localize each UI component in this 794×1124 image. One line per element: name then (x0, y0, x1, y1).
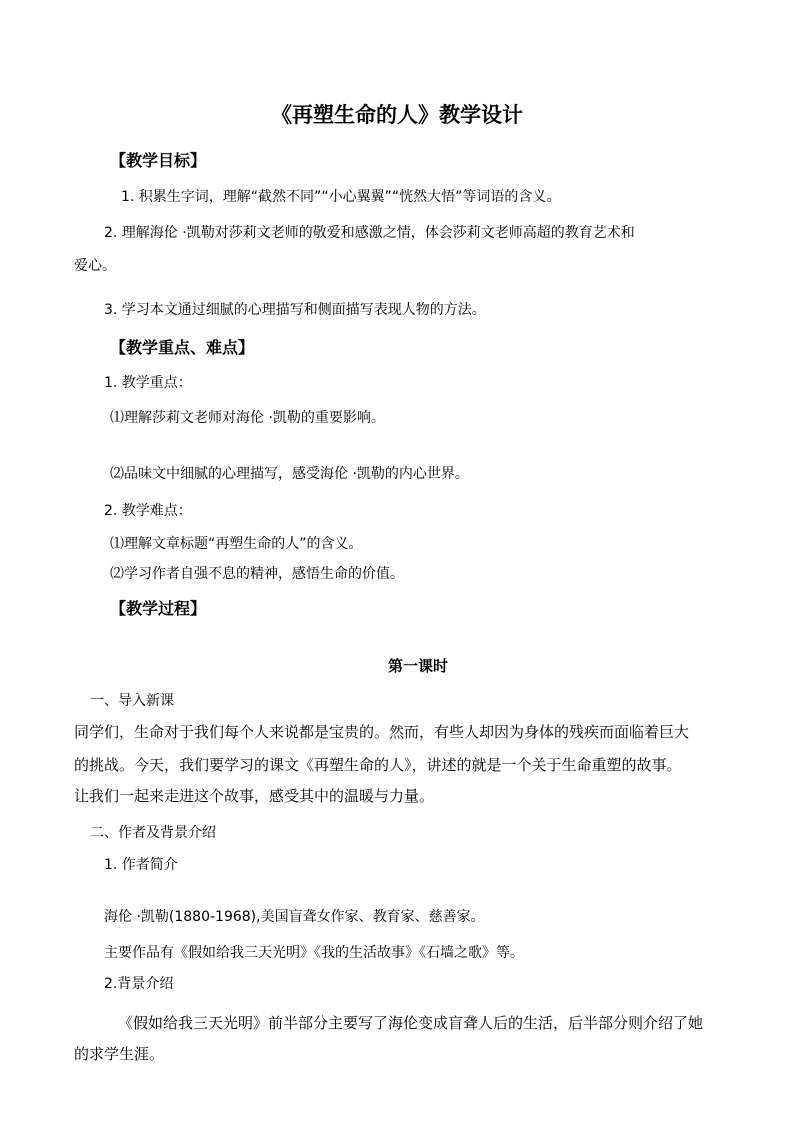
section-1-heading: 一、导入新课 (90, 693, 174, 709)
focus-item-1: ⑴理解莎莉文老师对海伦 ·凯勒的重要影响。 (110, 410, 385, 426)
intro-paragraph-line-3: 让我们一起来走进这个故事，感受其中的温暖与力量。 (74, 787, 435, 805)
objective-item-2-line-2: 爱心。 (74, 258, 116, 274)
focus-item-2: ⑵品味文中细腻的心理描写，感受海伦 ·凯勒的内心世界。 (110, 466, 469, 482)
objective-item-2-line-1: 2. 理解海伦 ·凯勒对莎莉文老师的敬爱和感激之情，体会莎莉文老师高超的教育艺术和 (104, 225, 635, 241)
lesson-title: 第一课时 (387, 657, 448, 675)
objectives-heading: 【教学目标】 (110, 151, 207, 170)
objective-item-3: 3. 学习本文通过细腻的心理描写和侧面描写表现人物的方法。 (104, 302, 486, 318)
difficulty-label: 2. 教学难点： (104, 503, 192, 519)
page-title: 《再塑生命的人》教学设计 (271, 103, 523, 127)
author-label: 1. 作者简介 (104, 857, 178, 873)
intro-paragraph-line-1: 同学们，生命对于我们每个人来说都是宝贵的。然而，有些人却因为身体的残疾而面临着巨大 (74, 723, 690, 741)
background-paragraph-line-1: 《假如给我三天光明》前半部分主要写了海伦变成盲聋人后的生活，后半部分则介绍了她 (118, 1014, 704, 1032)
author-info: 海伦 ·凯勒(1880-1968),美国盲聋女作家、教育家、慈善家。 (104, 909, 485, 925)
process-heading: 【教学过程】 (110, 599, 207, 618)
section-2-heading: 二、作者及背景介绍 (90, 825, 216, 841)
objective-item-1: 1. 积累生字词，理解“截然不同”“小心翼翼”“恍然大悟”等词语的含义。 (121, 189, 561, 205)
difficulty-item-2: ⑵学习作者自强不息的精神，感悟生命的价值。 (110, 566, 404, 582)
difficulty-item-1: ⑴理解文章标题“再塑生命的人”的含义。 (110, 536, 363, 552)
background-label: 2.背景介绍 (104, 976, 174, 992)
focus-label: 1. 教学重点： (104, 375, 192, 391)
key-points-heading: 【教学重点、难点】 (110, 338, 255, 357)
background-paragraph-line-2: 的求学生涯。 (74, 1045, 165, 1063)
intro-paragraph-line-2: 的挑战。今天，我们要学习的课文《再塑生命的人》，讲述的就是一个关于生命重塑的故事。 (74, 756, 682, 774)
author-works: 主要作品有《假如给我三天光明》《我的生活故事》《石墙之歌》等。 (104, 945, 524, 961)
